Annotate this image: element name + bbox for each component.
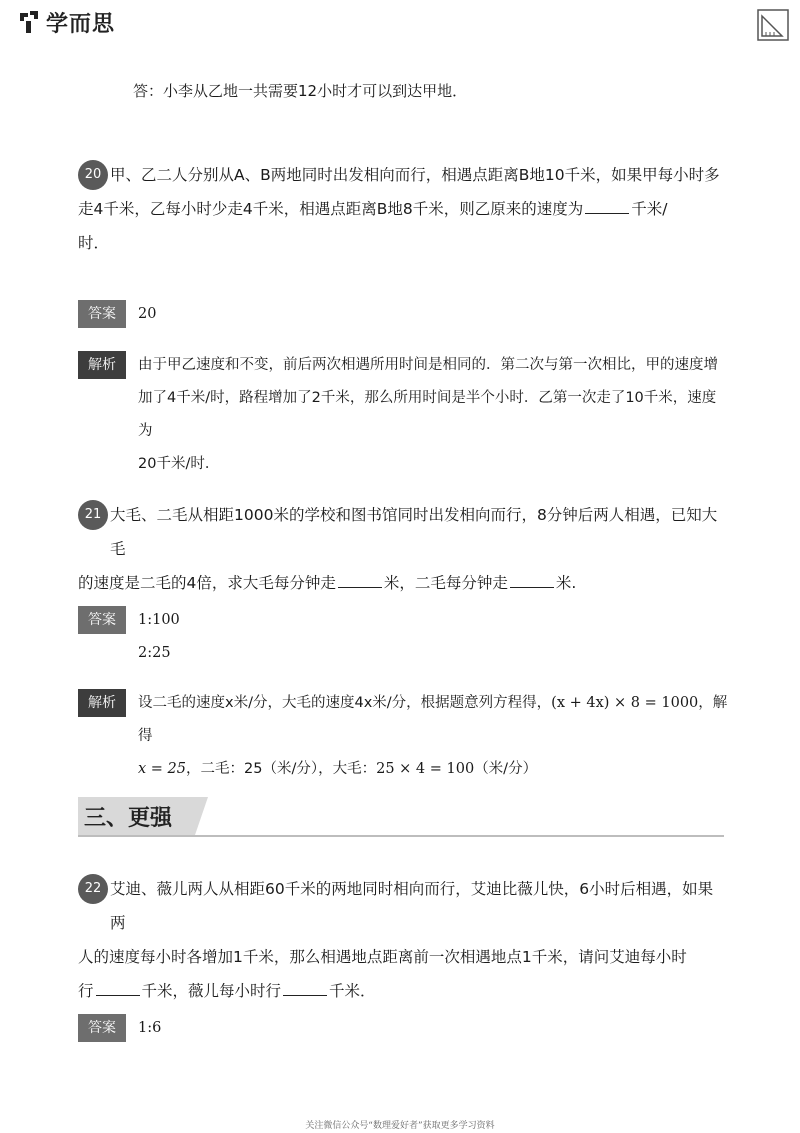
explanation-text: ，解得 — [138, 695, 728, 744]
explanation-line — [138, 753, 728, 786]
explanation-content — [138, 687, 728, 786]
brand-mark-icon — [18, 9, 40, 35]
answer-blank — [338, 573, 382, 588]
brand-name: 学而思 — [46, 11, 116, 37]
answer-content — [138, 298, 728, 331]
explanation-line: 由于甲乙速度和不变，前后两次相遇所用时间是相同的．第二次与第一次相比，甲的速度增 — [138, 357, 718, 373]
question-line: 行 — [78, 982, 94, 1000]
answer-blank — [96, 981, 140, 996]
answer-label: 答案 — [78, 300, 126, 328]
section-divider — [78, 835, 724, 837]
math-formula: 25 × 4 = 100 — [376, 761, 475, 777]
answer-label: 答案 — [78, 606, 126, 634]
answer-content — [138, 1012, 728, 1045]
question-line: 千米/ — [631, 200, 668, 218]
explanation-line: 20千米/时． — [138, 456, 220, 472]
question-line: 千米，薇儿每小时行 — [141, 982, 282, 1000]
math-formula: (x + 4x) × 8 = 1000 — [551, 695, 699, 711]
explanation-label: 解析 — [78, 689, 126, 717]
math-formula: x = 25 — [138, 761, 186, 777]
question-line: 千米． — [329, 982, 376, 1000]
answer-value: 1:6 — [138, 1020, 162, 1036]
question-line: 人的速度每小时各增加1千米，那么相遇地点距离前一次相遇地点1千米，请问艾迪每小时 — [78, 948, 687, 966]
question-line: 米，二毛每分钟走 — [383, 574, 508, 592]
section-header — [78, 797, 724, 837]
question-line: 大毛、二毛从相距1000米的学校和图书馆同时出发相向而行，8分钟后两人相遇，已知大毛 — [110, 506, 718, 558]
question-line: 的速度是二毛的4倍，求大毛每分钟走 — [78, 574, 336, 592]
explanation-content — [138, 349, 728, 481]
question-number-badge: 20 — [78, 160, 108, 190]
question-number-badge: 21 — [78, 500, 108, 530]
question-line: 甲、乙二人分别从A、B两地同时出发相向而行，相遇点距离B地10千米，如果甲每小时多 — [110, 166, 720, 184]
page-footer: 关注微信公众号“数理爱好者”获取更多学习资料 — [305, 1121, 495, 1131]
question-20 — [78, 158, 728, 260]
question-line: 米. — [555, 574, 577, 592]
previous-answer: 答：小李从乙地一共需要12小时才可以到达甲地． — [133, 82, 468, 100]
answer-blank — [510, 573, 554, 588]
explanation-text: ，二毛：25（米/分），大毛： — [186, 761, 377, 777]
answer-value: 20 — [138, 306, 157, 322]
answer-blank — [585, 199, 629, 214]
question-22 — [78, 872, 728, 1008]
question-line: 时． — [78, 234, 110, 252]
explanation-line: 加了4千米/时，路程增加了2千米，那么所用时间是半个小时．乙第一次走了10千米，速度为 — [138, 390, 717, 439]
explanation-text: 设二毛的速度x米/分，大毛的速度4x米/分，根据题意列方程得， — [138, 695, 552, 711]
answer-content — [138, 604, 728, 670]
answer-value: 2:25 — [138, 645, 171, 661]
explanation-line — [138, 687, 728, 753]
answer-blank — [283, 981, 327, 996]
section-title: 三、更强 — [84, 806, 173, 831]
question-line: 走4千米，乙每小时少走4千米，相遇点距离B地8千米，则乙原来的速度为 — [78, 200, 584, 218]
question-line: 艾迪、薇儿两人从相距60千米的两地同时相向而行，艾迪比薇儿快，6小时后相遇，如果两 — [110, 880, 714, 932]
explanation-label: 解析 — [78, 351, 126, 379]
explanation-text: （米/分） — [474, 761, 538, 777]
ruler-triangle-icon — [756, 8, 790, 42]
answer-label: 答案 — [78, 1014, 126, 1042]
answer-value: 1:100 — [138, 612, 180, 628]
question-21 — [78, 498, 728, 600]
question-number-badge: 22 — [78, 874, 108, 904]
brand-logo — [18, 6, 115, 38]
